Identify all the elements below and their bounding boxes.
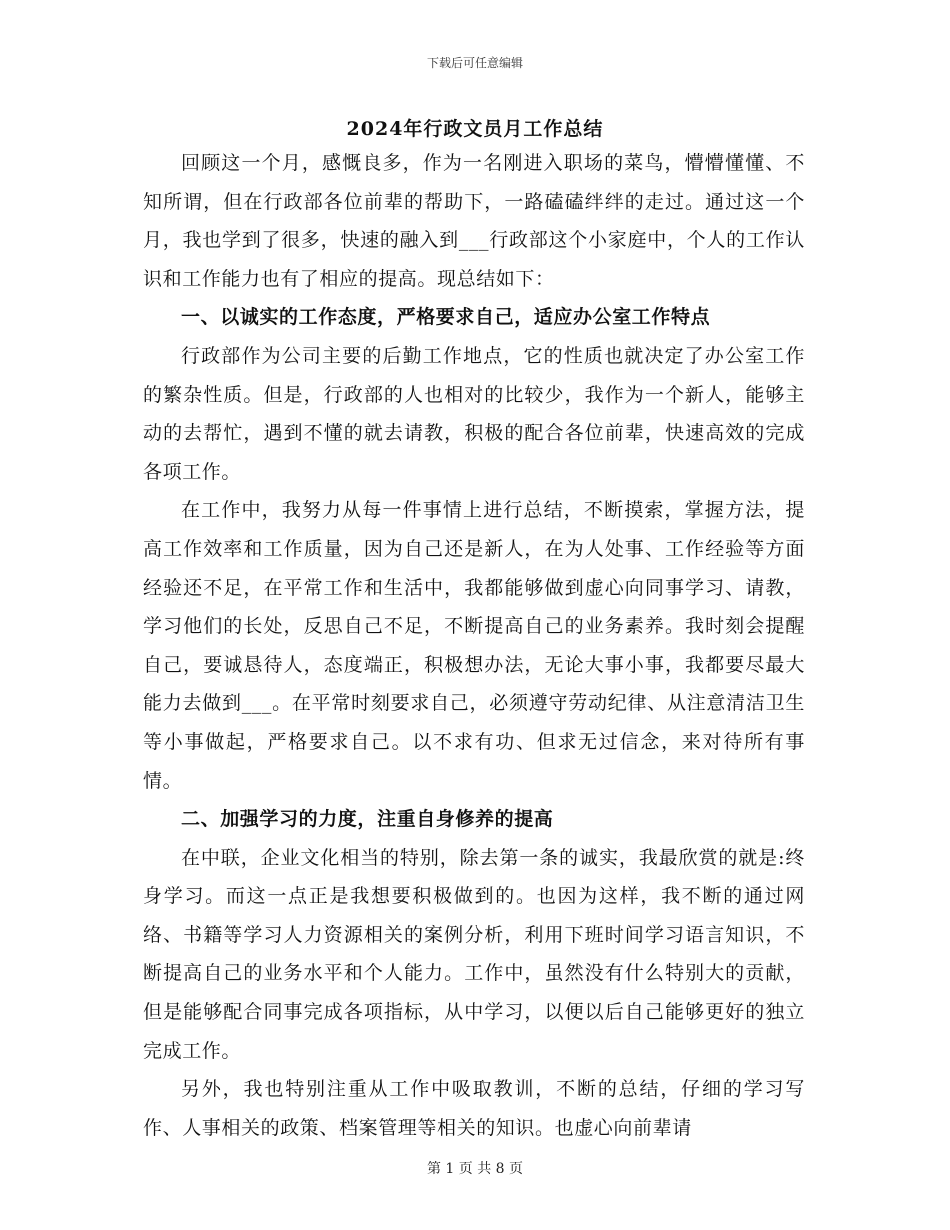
paragraph-section1-a: 行政部作为公司主要的后勤工作地点，它的性质也就决定了办公室工作的繁杂性质。但是，行政部的人也相对的比较少，我作为一个新人，能够主动的去帮忙，遇到不懂的就去请教，积极的配合各位前辈，快速高效的完成各项工作。 bbox=[143, 344, 805, 483]
document-title: 2024年行政文员月工作总结 bbox=[346, 118, 604, 140]
page-footer: 第 1 页 共 8 页 bbox=[426, 1161, 524, 1177]
paragraph-section2-a: 在中联，企业文化相当的特别，除去第一条的诚实，我最欣赏的就是:终身学习。而这一点正是我想要积极做到的。也因为这样，我不断的通过网络、书籍等学习人力资源相关的案例分析，利用下班时间学习语言知识，不断提高自己的业务水平和个人能力。工作中，虽然没有什么特别大的贡献，但是能够配合同事完成各项指标，从中学习，以便以后自己能够更好的独立完成工作。 bbox=[143, 846, 805, 1062]
paragraph-intro: 回顾这一个月，感慨良多，作为一名刚进入职场的菜鸟，懵懵懂懂、不知所谓，但在行政部各位前辈的帮助下，一路磕磕绊绊的走过。通过这一个月，我也学到了很多，快速的融入到___行政部这个小家庭中，个人的工作认识和工作能力也有了相应的提高。现总结如下： bbox=[143, 152, 805, 290]
page-header: 下载后可任意编辑 bbox=[426, 56, 523, 70]
paragraph-section2-b: 另外，我也特别注重从工作中吸取教训，不断的总结，仔细的学习写作、人事相关的政策、档案管理等相关的知识。也虚心向前辈请 bbox=[143, 1078, 805, 1139]
section-heading-2: 二、加强学习的力度，注重自身修养的提高 bbox=[181, 808, 554, 831]
paragraph-section1-b: 在工作中，我努力从每一件事情上进行总结，不断摸索，掌握方法，提高工作效率和工作质量，因为自己还是新人，在为人处事、工作经验等方面经验还不足，在平常工作和生活中，我都能够做到虚心向同事学习、请教，学习他们的长处，反思自己不足，不断提高自己的业务素养。我时刻会提醒自己，要诚恳待人，态度端正，积极想办法，无论大事小事，我都要尽最大能力去做到___。在平常时刻要求自己，必须遵守劳动纪律、从注意清洁卫生等小事做起，严格要求自己。以不求有功、但求无过信念，来对待所有事情。 bbox=[143, 499, 805, 792]
document-body bbox=[143, 144, 805, 1147]
section-heading-1: 一、以诚实的工作态度，严格要求自己，适应办公室工作特点 bbox=[181, 306, 711, 329]
